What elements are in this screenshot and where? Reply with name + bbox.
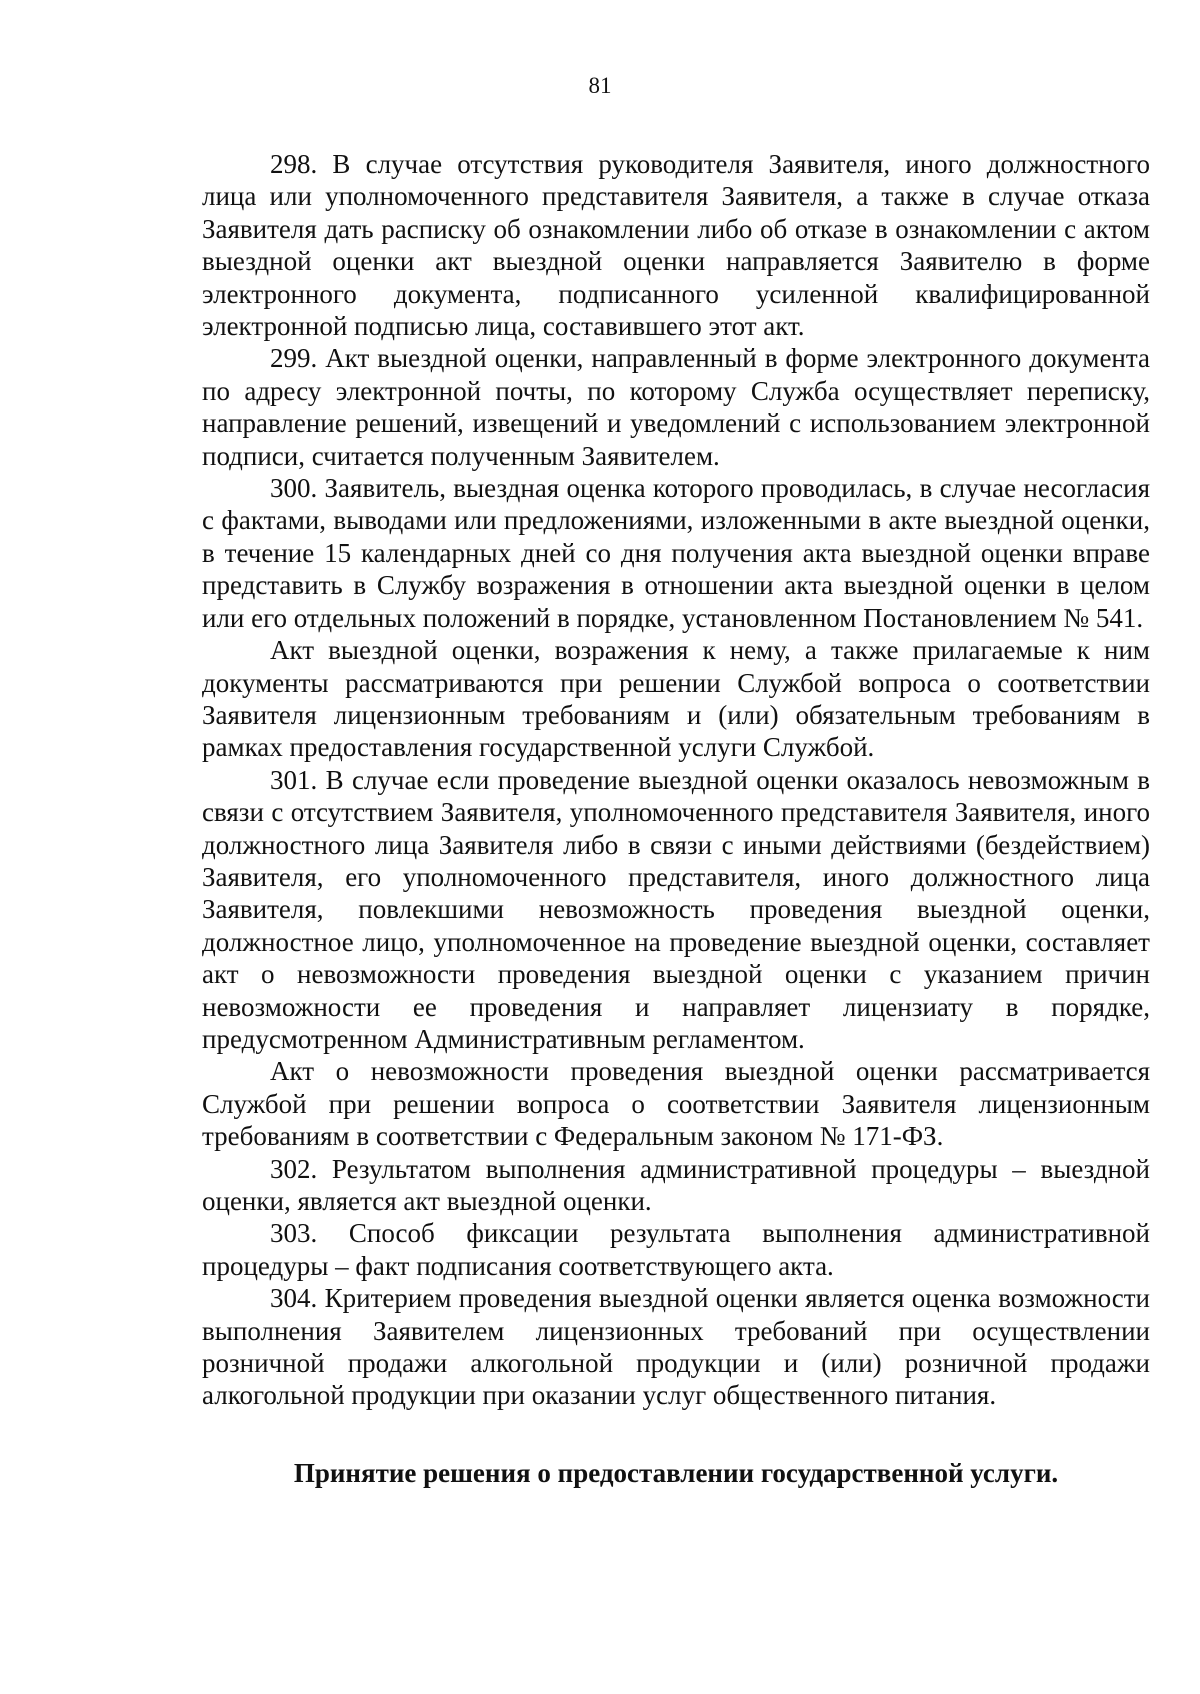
- document-body: [202, 148, 1150, 1490]
- section-heading: Принятие решения о предоставлении государственной услуги.: [293, 1457, 1059, 1488]
- paragraph-304: 304. Критерием проведения выездной оценки является оценка возможности выполнения Заявителем лицензионных требований при осуществлении розничной продажи алкогольной продукции и (или) розничной продажи алкогольной продукции при оказании услуг общественного питания.: [202, 1283, 1150, 1411]
- paragraph-300: 300. Заявитель, выездная оценка которого проводилась, в случае несогласия с фактами, выводами или предложениями, изложенными в акте выездной оценки, в течение 15 календарных дней со дня получения акта выездной оценки вправе представить в Службу возражения в отношении акта выездной оценки в целом или его отдельных положений в порядке, установленном Постановлением № 541.: [202, 473, 1150, 633]
- page-number: 81: [588, 73, 612, 98]
- paragraph-298: 298. В случае отсутствия руководителя Заявителя, иного должностного лица или уполномоченного представителя Заявителя, а также в случае отказа Заявителя дать расписку об ознакомлении либо об отказе в ознакомлении с актом выездной оценки акт выездной оценки направляется Заявителю в форме электронного документа, подписанного усиленной квалифицированной электронной подписью лица, составившего этот акт.: [202, 149, 1150, 342]
- paragraph-301: 301. В случае если проведение выездной оценки оказалось невозможным в связи с отсутствием Заявителя, уполномоченного представителя Заявителя, иного должностного лица Заявителя либо в связи с иными действиями (бездействием) Заявителя, его уполномоченного представителя, иного должностного лица Заявителя, повлекшими невозможность проведения выездной оценки, должностное лицо, уполномоченное на проведение выездной оценки, составляет акт о невозможности проведения выездной оценки с указанием причин невозможности ее проведения и направляет лицензиату в порядке, предусмотренном Административным регламентом.: [202, 764, 1150, 1054]
- paragraph-300-continuation: Акт выездной оценки, возражения к нему, а также прилагаемые к ним документы рассматриваются при решении Службой вопроса о соответствии Заявителя лицензионным требованиям и (или) обязательным требованиям в рамках предоставления государственной услуги Службой.: [202, 635, 1150, 763]
- paragraph-303: 303. Способ фиксации результата выполнения административной процедуры – факт подписания соответствующего акта.: [202, 1218, 1150, 1281]
- paragraph-299: 299. Акт выездной оценки, направленный в форме электронного документа по адресу электронной почты, по которому Служба осуществляет переписку, направление решений, извещений и уведомлений с использованием электронной подписи, считается полученным Заявителем.: [202, 343, 1150, 471]
- paragraph-302: 302. Результатом выполнения административной процедуры – выездной оценки, является акт выездной оценки.: [202, 1153, 1150, 1216]
- paragraph-301-continuation: Акт о невозможности проведения выездной оценки рассматривается Службой при решении вопроса о соответствии Заявителя лицензионным требованиям в соответствии с Федеральным законом № 171-ФЗ.: [202, 1056, 1150, 1152]
